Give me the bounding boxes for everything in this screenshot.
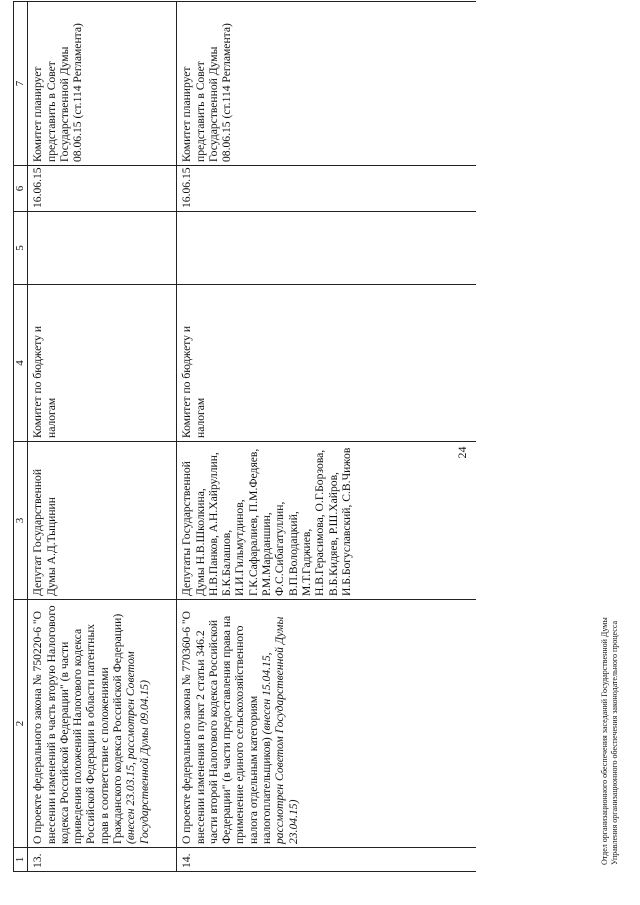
bill-note: (внесен 15.04.15, рассмотрен Советом Государственной Думы 23.04.15) <box>260 616 300 844</box>
status-cell: Комитет планирует представить в Совет Государственной Думы 08.06.15 (ст.114 Регламента) <box>28 2 177 166</box>
footer-line: Управления организационного обеспечения законодательного процесса <box>610 620 619 865</box>
row-number: 14. <box>177 848 477 872</box>
bill-description <box>177 600 477 848</box>
footer-line: Отдел организационного обеспечения заседаний Государственной Думы <box>600 617 609 865</box>
table-row <box>177 2 477 872</box>
bill-title: О проекте федерального закона № 750220-6 "О внесении изменений в часть вторую Налогового кодекса Российской Федерации" (в части приведения положений Налогового кодекса Российской Федерации в области патентных прав в соответствие с положениями Гражданского кодекса Российской Федерации) <box>31 605 125 844</box>
bill-note: (внесен 23.03.15, рассмотрен Советом Государственной Думы 09.04.15) <box>124 651 151 844</box>
date-cell: 16.06.15 <box>28 166 177 212</box>
responsible-committee: Комитет по бюджету и налогам <box>28 285 177 442</box>
column-header-3: 3 <box>14 442 28 600</box>
bill-title: О проекте федерального закона № 770360-6 "О внесении изменения в пункт 2 статьи 346.2 части второй Налогового кодекса Российской Федерации" (в части предоставления права на применение единого сельскохозяйственного налога отдельным категориям налогоплательщиков) <box>180 611 274 844</box>
column-header-1: 1 <box>14 848 28 872</box>
column-header-7: 7 <box>14 2 28 166</box>
bill-description <box>28 600 177 848</box>
responsible-committee: Комитет по бюджету и налогам <box>177 285 477 442</box>
table-header-row <box>14 2 28 872</box>
page-number: 24 <box>455 446 469 459</box>
row-number: 13. <box>28 848 177 872</box>
page-footer <box>600 617 620 865</box>
column-header-2: 2 <box>14 600 28 848</box>
bill-authors: Депутат Государственной Думы А.Д.Тыцинин <box>28 442 177 600</box>
column-5-cell <box>28 212 177 285</box>
bills-table <box>13 1 476 872</box>
bill-authors: Депутаты Государственной Думы Н.В.Школкина, Н.В.Панков, А.Н.Хайруллин, Б.К.Балашов, И.И.Гильмутдинов, Г.К.Сафаралиев, П.М.Федяев, Р.М.Марданшин, Ф.С.Сибагатуллин, В.П.Володацкий, М.Т.Гаджиев, Н.В.Герасимова, О.Г.Борзова, В.Б.Кидяев, Р.Ш.Хайров, И.Б.Богуславский, С.В.Чижов <box>177 442 477 600</box>
status-cell: Комитет планирует представить в Совет Государственной Думы 08.06.15 (ст.114 Регламента) <box>177 2 477 166</box>
column-header-5: 5 <box>14 212 28 285</box>
column-5-cell <box>177 212 477 285</box>
column-header-6: 6 <box>14 166 28 212</box>
date-cell: 16.06.15 <box>177 166 477 212</box>
column-header-4: 4 <box>14 285 28 442</box>
table-row <box>28 2 177 872</box>
